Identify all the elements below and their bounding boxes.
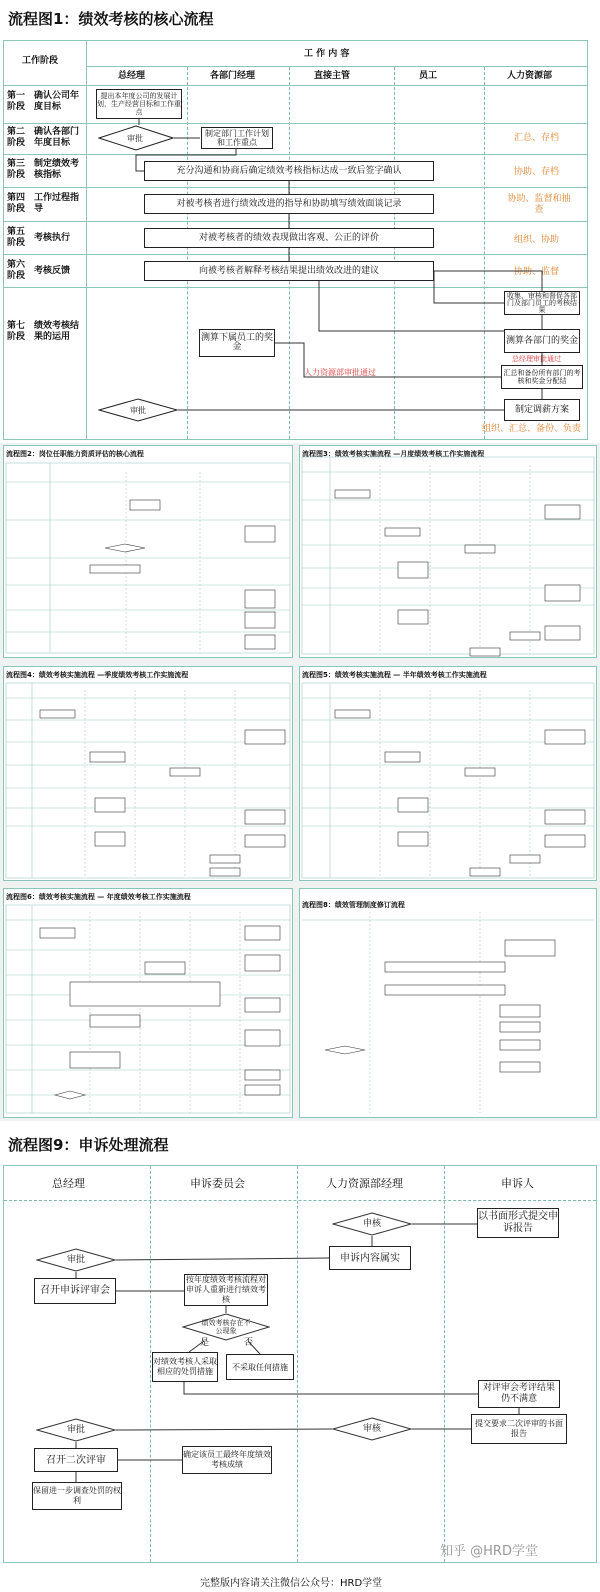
- stage-4-name: 工作过程指导: [34, 193, 80, 214]
- role-hr-manager: 人力资源部经理: [326, 1177, 403, 1190]
- decision-diamond: 绩效考核存在不公现象: [201, 1319, 251, 1335]
- hr-note-7: 组织、汇总、备份、负责: [482, 424, 582, 434]
- stage-4-num: 第四阶段: [7, 193, 26, 214]
- gm-plan-box: 提出本年度公司的发展计划，生产经营目标和工作重点: [96, 89, 182, 119]
- hr-note-2: 汇总、存档: [514, 133, 560, 143]
- watermark: 知乎 @HRD学堂: [440, 1544, 538, 1559]
- hr-note-5: 组织、协助: [514, 235, 560, 245]
- gm-approve-note: 总经理审批通过: [512, 355, 561, 363]
- role-dept: 各部门经理: [210, 71, 256, 81]
- summary-backup-box: 汇总和备份所有部门的考核和奖金分配结: [501, 365, 583, 389]
- flow1-title: 流程图1：绩效考核的核心流程: [8, 10, 214, 28]
- nothing-box: 不采取任何措施: [226, 1354, 294, 1380]
- hr-note-6: 协助、监督: [514, 267, 560, 277]
- flow9-arrows: [4, 1166, 596, 1562]
- stage-6-name: 考核反馈: [34, 266, 71, 276]
- stage-7-num: 第七阶段: [7, 321, 26, 342]
- stage-5-num: 第五阶段: [7, 227, 26, 248]
- convene2-box: 召开二次评审: [34, 1448, 118, 1472]
- stage-6-num: 第六阶段: [7, 260, 26, 281]
- reserve-box: 保留进一步调查处罚的权利: [32, 1482, 122, 1510]
- approve2-diamond: 审批: [130, 405, 146, 415]
- dissatisfied-box: 对评审会考评结果仍不满意: [478, 1380, 560, 1408]
- thumb-flow3-title: 流程图3：绩效考核实施流程 —月度绩效考核工作实施流程: [302, 450, 485, 458]
- thumb-flow5-title: 流程图5：绩效考核实施流程 — 半年绩效考核工作实施流程: [302, 671, 487, 679]
- hr-note-4: 协助、监督和抽查: [507, 194, 571, 215]
- flow9-diagram: [3, 1165, 597, 1563]
- verify-box: 申诉内容属实: [329, 1246, 411, 1270]
- thumb-flow4-title: 流程图4：绩效考核实施流程 —季度绩效考核工作实施流程: [6, 671, 189, 679]
- approve-diamond: 审批: [66, 1254, 85, 1265]
- review-diamond: 申核: [362, 1218, 381, 1229]
- hr-note-3: 协助、存档: [514, 167, 560, 177]
- evaluate-box: 对被考核者的绩效表现做出客观、公正的评价: [144, 228, 434, 248]
- content-header: 工 作 内 容: [304, 49, 350, 59]
- sub-bonus-box: 测算下属员工的奖金: [199, 329, 275, 357]
- reassess-box: 按年度绩效考核流程对申诉人重新进行绩效考核: [186, 1275, 266, 1304]
- role-appellant: 申诉人: [501, 1177, 534, 1190]
- stage-3-num: 第三阶段: [7, 159, 26, 180]
- kpi-box: 充分沟通和协商后确定绩效考核指标达成一致后签字确认: [144, 161, 434, 181]
- role-gm: 总经理: [52, 1177, 85, 1190]
- approve-diamond: 审批: [127, 133, 143, 143]
- plan-box: 制定调薪方案: [504, 399, 580, 421]
- submit-box: 以书面形式提交申诉报告: [477, 1208, 559, 1238]
- dept-plan-box: 制定部门工作计划和工作重点: [201, 127, 273, 149]
- feedback-box: 向被考核者解释考核结果提出绩效改进的建议: [144, 261, 434, 281]
- stage-1-num: 第一阶段: [7, 91, 26, 112]
- stage-5-name: 考核执行: [34, 233, 71, 243]
- stage-2-num: 第二阶段: [7, 127, 26, 148]
- stage-7-name: 绩效考核结果的运用: [34, 321, 80, 342]
- role-supervisor: 直接主管: [314, 71, 351, 81]
- no-label: 否: [244, 1338, 254, 1348]
- hr-collect-box: 收集、审核和督促各部门及部门员工的考核结果: [504, 291, 580, 315]
- footer-note: 完整版内容请关注微信公众号：HRD学堂: [200, 1578, 383, 1589]
- hr-approve-note: 人力资源部审批通过: [304, 368, 376, 377]
- thumb-flow2-title: 流程图2：岗位任职能力资质评估的核心流程: [6, 450, 144, 458]
- final-box: 确定该员工最终年度绩效考核成绩: [182, 1446, 272, 1474]
- second-request-box: 提交要求二次评审的书面报告: [471, 1414, 567, 1444]
- convene-box: 召开申诉评审会: [34, 1278, 116, 1304]
- stage-3-name: 制定绩效考核指标: [34, 159, 80, 180]
- stage-header: 工作阶段: [22, 56, 59, 66]
- role-committee: 申诉委员会: [190, 1177, 245, 1190]
- approve2-diamond: 审批: [66, 1424, 85, 1435]
- role-employee: 员工: [419, 71, 438, 81]
- guide-box: 对被考核者进行绩效改进的指导和协助填写绩效面谈记录: [144, 194, 434, 214]
- review2-diamond: 审核: [362, 1423, 381, 1434]
- role-hr: 人力资源部: [507, 71, 553, 81]
- thumb-flow8-title: 流程图8：绩效管理制度修订流程: [302, 901, 405, 909]
- role-gm: 总经理: [118, 71, 146, 81]
- thumb-flow6-title: 流程图6：绩效考核实施流程 — 年度绩效考核工作实施流程: [6, 893, 191, 901]
- yes-label: 是: [200, 1338, 210, 1348]
- stage-2-name: 确认各部门年度目标: [34, 127, 80, 148]
- calc-bonus-box: 测算各部门的奖金: [504, 329, 580, 353]
- flow9-title: 流程图9：申诉处理流程: [8, 1136, 169, 1154]
- stage-1-name: 确认公司年度目标: [34, 91, 80, 112]
- punish-box: 对绩效考核人采取相应的处罚措施: [152, 1352, 218, 1382]
